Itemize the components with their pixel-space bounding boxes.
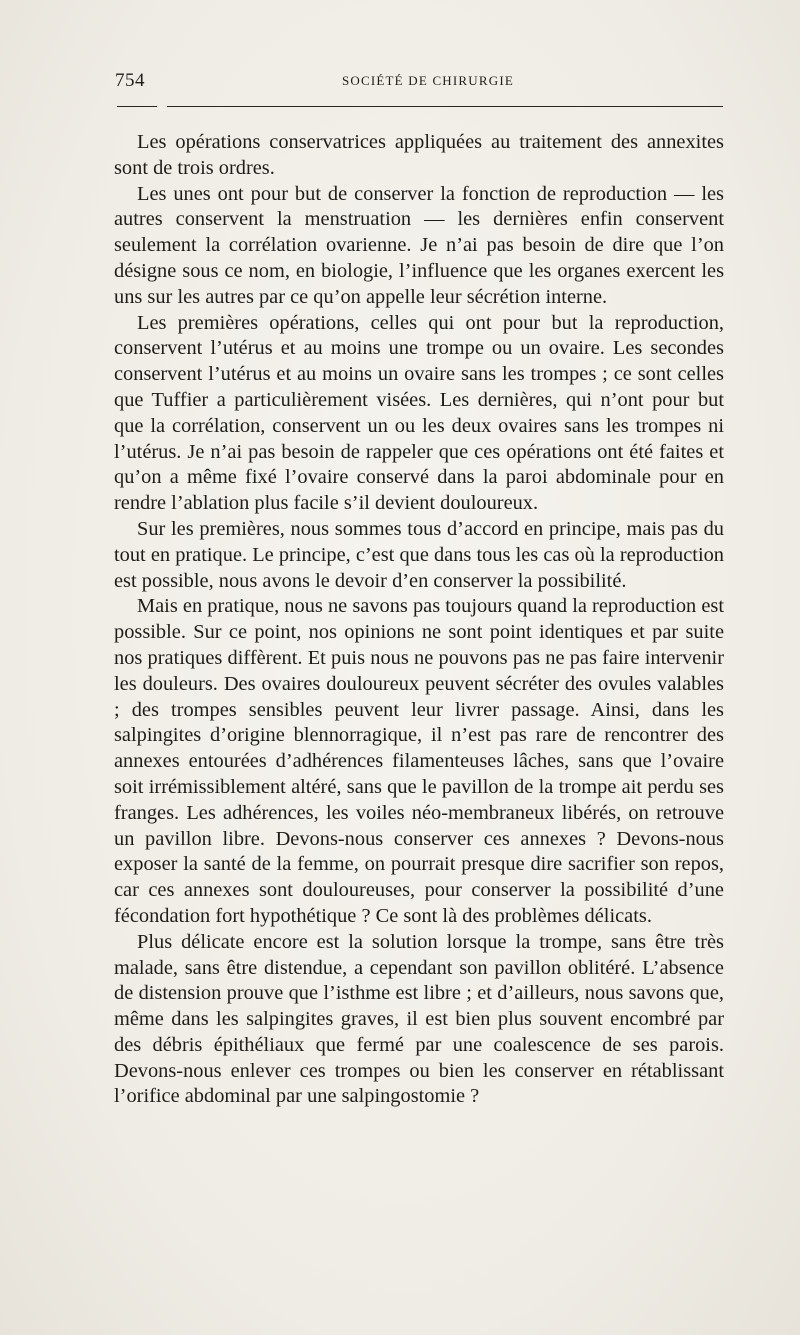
paragraph: Les opérations conservatrices appliquées au traitement des annexites sont de trois ordres. bbox=[114, 131, 724, 179]
paragraph: Les premières opérations, celles qui ont pour but la reproduction, conservent l’utérus et au moins une trompe ou un ovaire. Les secondes conservent l’utérus et au moins un ovaire sans les trompes ; ce sont celles que Tuffier a particulièrement visées. Les dernières, qui n’ont pour but que la corrélation, conservent un ou les deux ovaires sans les trompes ni l’utérus. Je n’ai pas besoin de rappeler que ces opérations ont été faites et qu’on a même fixé l’ovaire conservé dans la paroi abdominale pour en rendre l’ablation plus facile s’il devient douloureux. bbox=[114, 311, 724, 515]
body-text bbox=[114, 130, 724, 1110]
page-header bbox=[115, 70, 723, 94]
header-rule-short bbox=[117, 106, 157, 107]
paragraph: Mais en pratique, nous ne savons pas toujours quand la reproduction est possible. Sur ce point, nos opinions ne sont point identiques et par suite nos pratiques diffèrent. Et puis nous ne pouvons pas ne pas faire intervenir les douleurs. Des ovaires douloureux peuvent sécréter des ovules valables ; des trompes sensibles peuvent leur livrer passage. Ainsi, dans les salpingites d’origine blennorragique, il n’est pas rare de rencontrer des annexes entourées d’adhérences filamenteuses lâches, sans que l’ovaire soit irrémissiblement altéré, sans que le pavillon de la trompe ait perdu ses franges. Les adhérences, les voiles néo-membraneux libérés, on retrouve un pavillon libre. Devons-nous conserver ces annexes ? Devons-nous exposer la santé de la femme, on pourrait presque dire sacrifier son repos, car ces annexes sont douloureuses, pour conserver la possibilité d’une fécondation fort hypothétique ? Ce sont là des problèmes délicats. bbox=[114, 595, 724, 927]
running-head: SOCIÉTÉ DE CHIRURGIE bbox=[341, 73, 515, 88]
paragraph: Les unes ont pour but de conserver la fonction de reproduction — les autres conservent la menstruation — les dernières enfin conservent seulement la corrélation ovarienne. Je n’ai pas besoin de dire que l’on désigne sous ce nom, en biologie, l’influence que les organes exercent les uns sur les autres par ce qu’on appelle leur sécrétion interne. bbox=[114, 182, 724, 308]
paragraph: Sur les premières, nous sommes tous d’accord en principe, mais pas du tout en pratique. Le principe, c’est que dans tous les cas où la reproduction est possible, nous avons le devoir d’en conserver la possibilité. bbox=[114, 517, 724, 592]
header-rule-long bbox=[167, 106, 723, 107]
paragraph: Plus délicate encore est la solution lorsque la trompe, sans être très malade, sans être distendue, a cependant son pavillon oblitéré. L’absence de distension prouve que l’isthme est libre ; et d’ailleurs, nous savons que, même dans les salpingites graves, il est bien plus souvent encombré par des débris épithéliaux que fermé par une coalescence de ses parois. Devons-nous enlever ces trompes ou bien les conserver en rétablissant l’orifice abdominal par une salpingostomie ? bbox=[114, 930, 724, 1108]
page-number: 754 bbox=[115, 70, 145, 91]
